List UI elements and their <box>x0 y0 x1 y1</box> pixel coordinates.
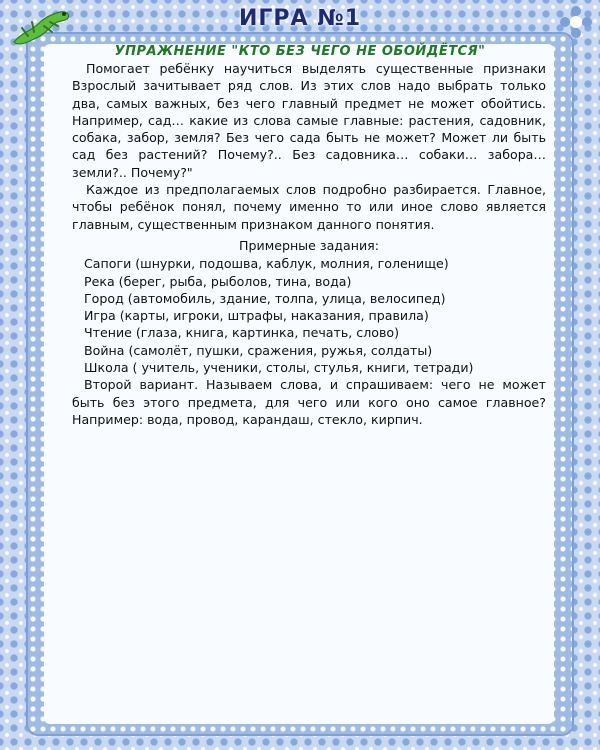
task-item: Школа ( учитель, ученики, столы, стулья, книги, тетради) <box>84 360 474 376</box>
intro-paragraph-2: Каждое из предполагаемых слов подробно разбирается. Главное, чтобы ребёнок понял, почему именно то или иное слово является главным, существенным признаком данного понятия. <box>72 182 546 232</box>
page-subtitle: УПРАЖНЕНИЕ "КТО БЕЗ ЧЕГО НЕ ОБОЙДЁТСЯ" <box>114 44 486 59</box>
intro-paragraph-1: Помогает ребёнку научиться выделять существенные признаки Взрослый зачитывает ряд слов. Из этих слов надо выбрать только два, самых важных, без чего главный предмет не может обойтись. Например, сад… какие из слова самые главные: растения, садовник, собака, забор, земля? Без чего сада быть не может? Может ли быть сад без растений? Почему?.. Без садовника… собаки… забора… земли?.. Почему?" <box>72 61 546 180</box>
task-item: Река (берег, рыба, рыболов, тина, вода) <box>84 273 352 289</box>
task-item: Сапоги (шнурки, подошва, каблук, молния, голенище) <box>84 256 449 272</box>
page-title: ИГРА №1 <box>238 6 362 31</box>
task-item: Игра (карты, игроки, штрафы, наказания, правила) <box>84 308 429 324</box>
document-body <box>72 60 546 428</box>
task-item: Город (автомобиль, здание, толпа, улица, велосипед) <box>84 290 446 306</box>
task-item: Война (самолёт, пушки, сражения, ружья, солдаты) <box>84 342 433 358</box>
variant-paragraph: Второй вариант. Называем слова, и спрашиваем: чего не может быть без этого предмета, для чего или кого оно самое главное? Например: вода, провод, карандаш, стекло, кирпич. <box>72 377 546 427</box>
task-item: Чтение (глаза, книга, картинка, печать, слово) <box>84 325 399 341</box>
tasks-heading: Примерные задания: <box>239 237 379 253</box>
